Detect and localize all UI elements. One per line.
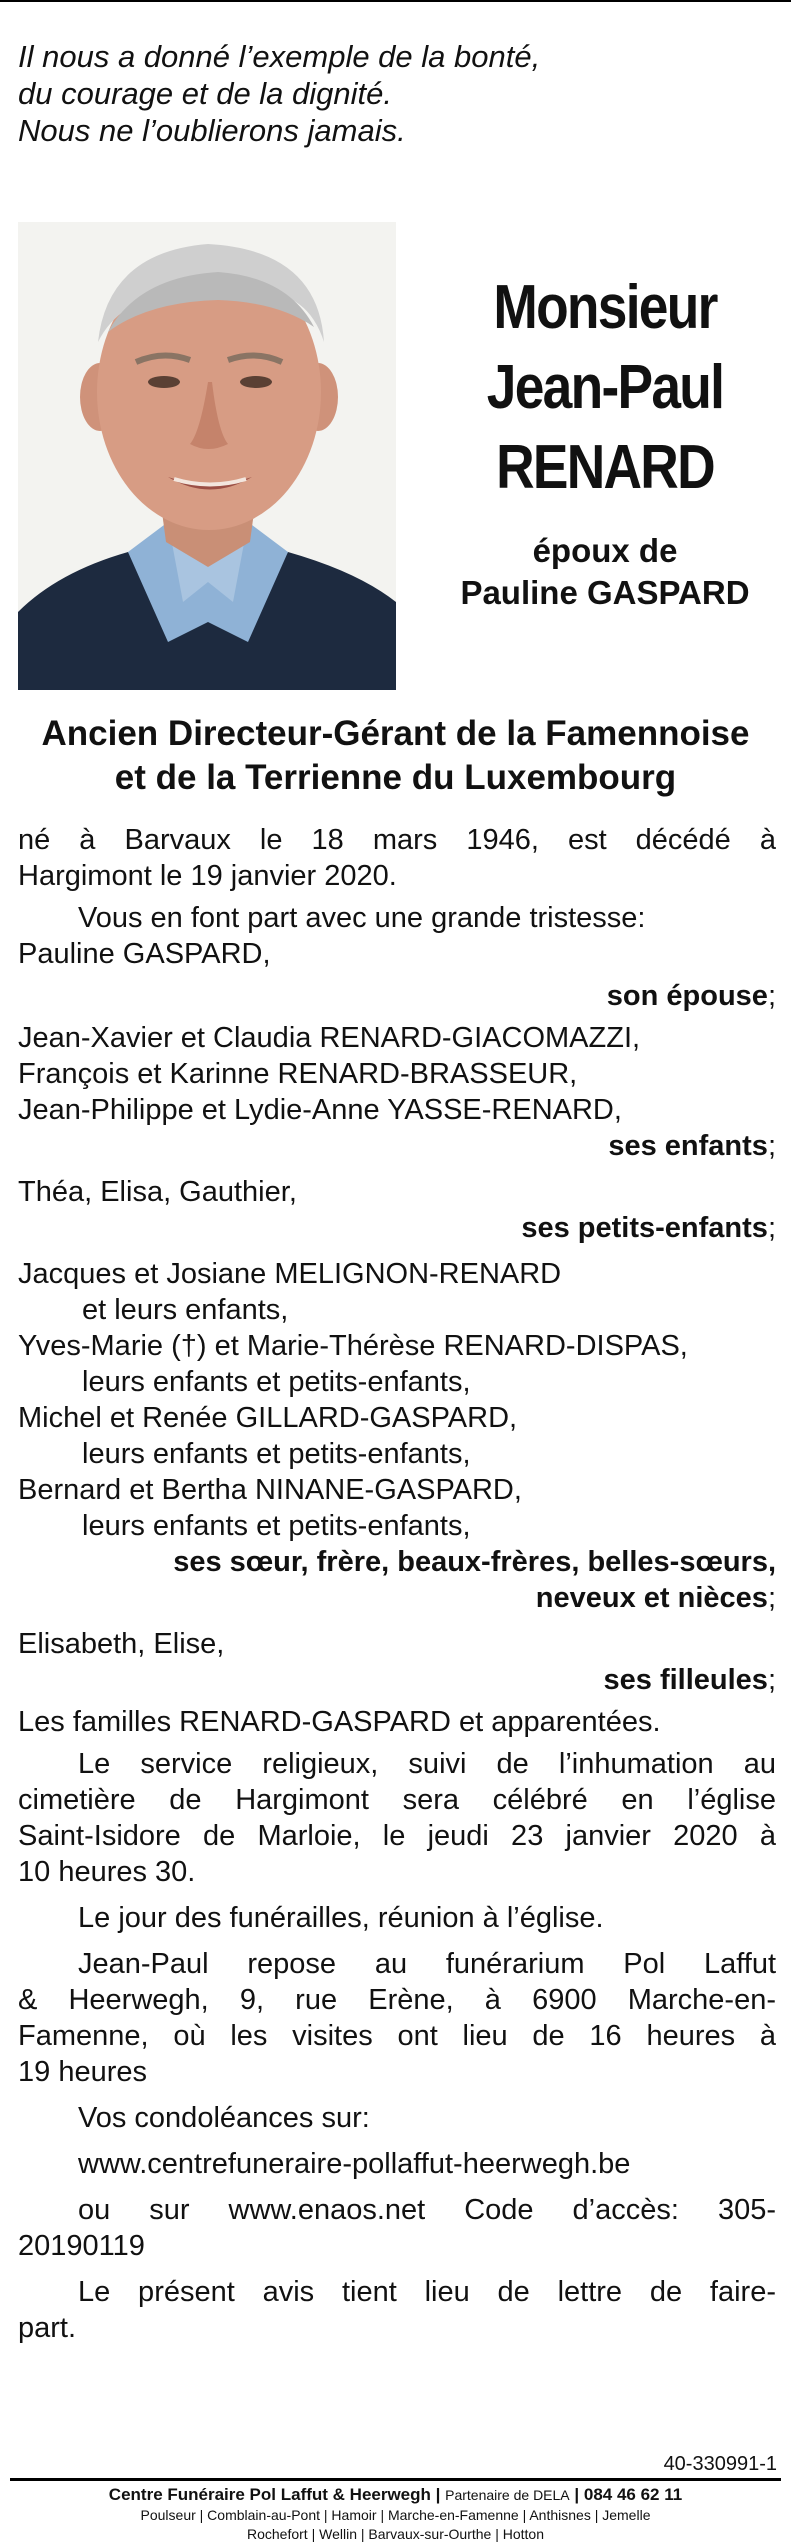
family-entry: Michel et Renée GILLARD-GASPARD,: [18, 1402, 518, 1434]
funerarium-line: & Heerwegh, 9, rue Erène, à 6900 Marche-en-: [18, 1984, 776, 2016]
portrait-photo: [18, 222, 396, 690]
family-entry: leurs enfants et petits-enfants,: [82, 1366, 471, 1398]
birth-death-line: Hargimont le 19 janvier 2020.: [18, 860, 397, 892]
service-line: Le service religieux, suivi de l’inhumation au: [78, 1748, 776, 1780]
title-line: et de la Terrienne du Luxembourg: [114, 758, 677, 797]
footer-divider: [10, 2478, 781, 2481]
top-border: [0, 0, 791, 8]
condolences-url: www.centrefuneraire-pollaffut-heerwegh.be: [78, 2148, 631, 2180]
spouse-block: [430, 530, 780, 614]
role-label: neveux et nièces;: [535, 1582, 776, 1614]
role-label: ses filleules;: [603, 1664, 776, 1696]
role-label: ses petits-enfants;: [521, 1212, 776, 1244]
family-entry: et leurs enfants,: [82, 1294, 289, 1326]
family-entry: François et Karinne RENARD-BRASSEUR,: [18, 1058, 578, 1090]
family-entry: Jean-Philippe et Lydie-Anne YASSE-RENARD,: [18, 1094, 622, 1126]
announcement-body: [18, 822, 776, 2346]
partner-label: Partenaire de DELA: [445, 2487, 570, 2503]
service-line: cimetière de Hargimont sera célébré en l’église: [18, 1784, 776, 1816]
former-title: [0, 712, 791, 800]
family-entry: Bernard et Bertha NINANE-GASPARD,: [18, 1474, 522, 1506]
role-label: ses sœur, frère, beaux-frères, belles-sœurs,: [173, 1546, 776, 1578]
epigraph: [18, 38, 758, 149]
family-entry: Théa, Elisa, Gauthier,: [18, 1176, 297, 1208]
honorific: Monsieur: [493, 273, 717, 342]
spouse-name: Pauline GASPARD: [460, 574, 750, 611]
service-line: 10 heures 30.: [18, 1856, 196, 1888]
company-name: Centre Funéraire Pol Laffut & Heerwegh: [108, 2485, 431, 2504]
spouse-prefix: époux de: [532, 532, 678, 569]
birth-death-line: né à Barvaux le 18 mars 1946, est décédé à: [18, 824, 776, 856]
reference-number: 40-330991-1: [663, 2453, 777, 2475]
family-entry: leurs enfants et petits-enfants,: [82, 1510, 471, 1542]
role-label: ses enfants;: [608, 1130, 776, 1162]
family-entry: Yves-Marie (†) et Marie-Thérèse RENARD-DISPAS,: [18, 1330, 688, 1362]
families-line: Les familles RENARD-GASPARD et apparentées.: [18, 1706, 661, 1738]
service-line: Saint-Isidore de Marloie, le jeudi 23 janvier 2020 à: [18, 1820, 776, 1852]
funerarium-line: 19 heures: [18, 2056, 147, 2088]
footer-locations: Poulseur | Comblain-au-Pont | Hamoir | Marche-en-Famenne | Anthisnes | Jemelle: [140, 2507, 651, 2523]
funerarium-line: Jean-Paul repose au funérarium Pol Laffut: [78, 1948, 776, 1980]
spouse-entry: Pauline GASPARD,: [18, 938, 271, 970]
announce-line: Vous en font part avec une grande tristesse:: [78, 902, 646, 934]
footer-locations: Rochefort | Wellin | Barvaux-sur-Ourthe | Hotton: [247, 2526, 544, 2542]
closing-line: Le présent avis tient lieu de lettre de faire-: [78, 2276, 776, 2308]
family-entry: Jacques et Josiane MELIGNON-RENARD: [18, 1258, 562, 1290]
phone-number: 084 46 62 11: [583, 2485, 683, 2504]
first-name: Jean-Paul: [486, 353, 724, 422]
closing-line: part.: [18, 2312, 77, 2344]
enaos-line: 20190119: [18, 2230, 145, 2262]
family-entry: leurs enfants et petits-enfants,: [82, 1438, 471, 1470]
title-line: Ancien Directeur-Gérant de la Famennoise: [41, 714, 750, 753]
family-entry: Jean-Xavier et Claudia RENARD-GIACOMAZZI,: [18, 1022, 641, 1054]
condolences-label: Vos condoléances sur:: [78, 2102, 370, 2134]
role-label: son épouse;: [606, 980, 776, 1012]
meeting-line: Le jour des funérailles, réunion à l’église.: [78, 1902, 604, 1934]
footer-company-line: Centre Funéraire Pol Laffut & Heerwegh | Partenaire de DELA | 084 46 62 11: [108, 2485, 683, 2504]
family-entry: Elisabeth, Elise,: [18, 1628, 225, 1660]
deceased-name: [430, 268, 780, 508]
epigraph-line: Il nous a donné l’exemple de la bonté,: [18, 39, 541, 74]
funerarium-line: Famenne, où les visites ont lieu de 16 heures à: [18, 2020, 776, 2052]
footer: [0, 2484, 791, 2544]
last-name: RENARD: [496, 433, 714, 502]
epigraph-line: du courage et de la dignité.: [18, 76, 392, 111]
enaos-line: ou sur www.enaos.net Code d’accès: 305-: [78, 2194, 776, 2226]
epigraph-line: Nous ne l’oublierons jamais.: [18, 113, 406, 148]
